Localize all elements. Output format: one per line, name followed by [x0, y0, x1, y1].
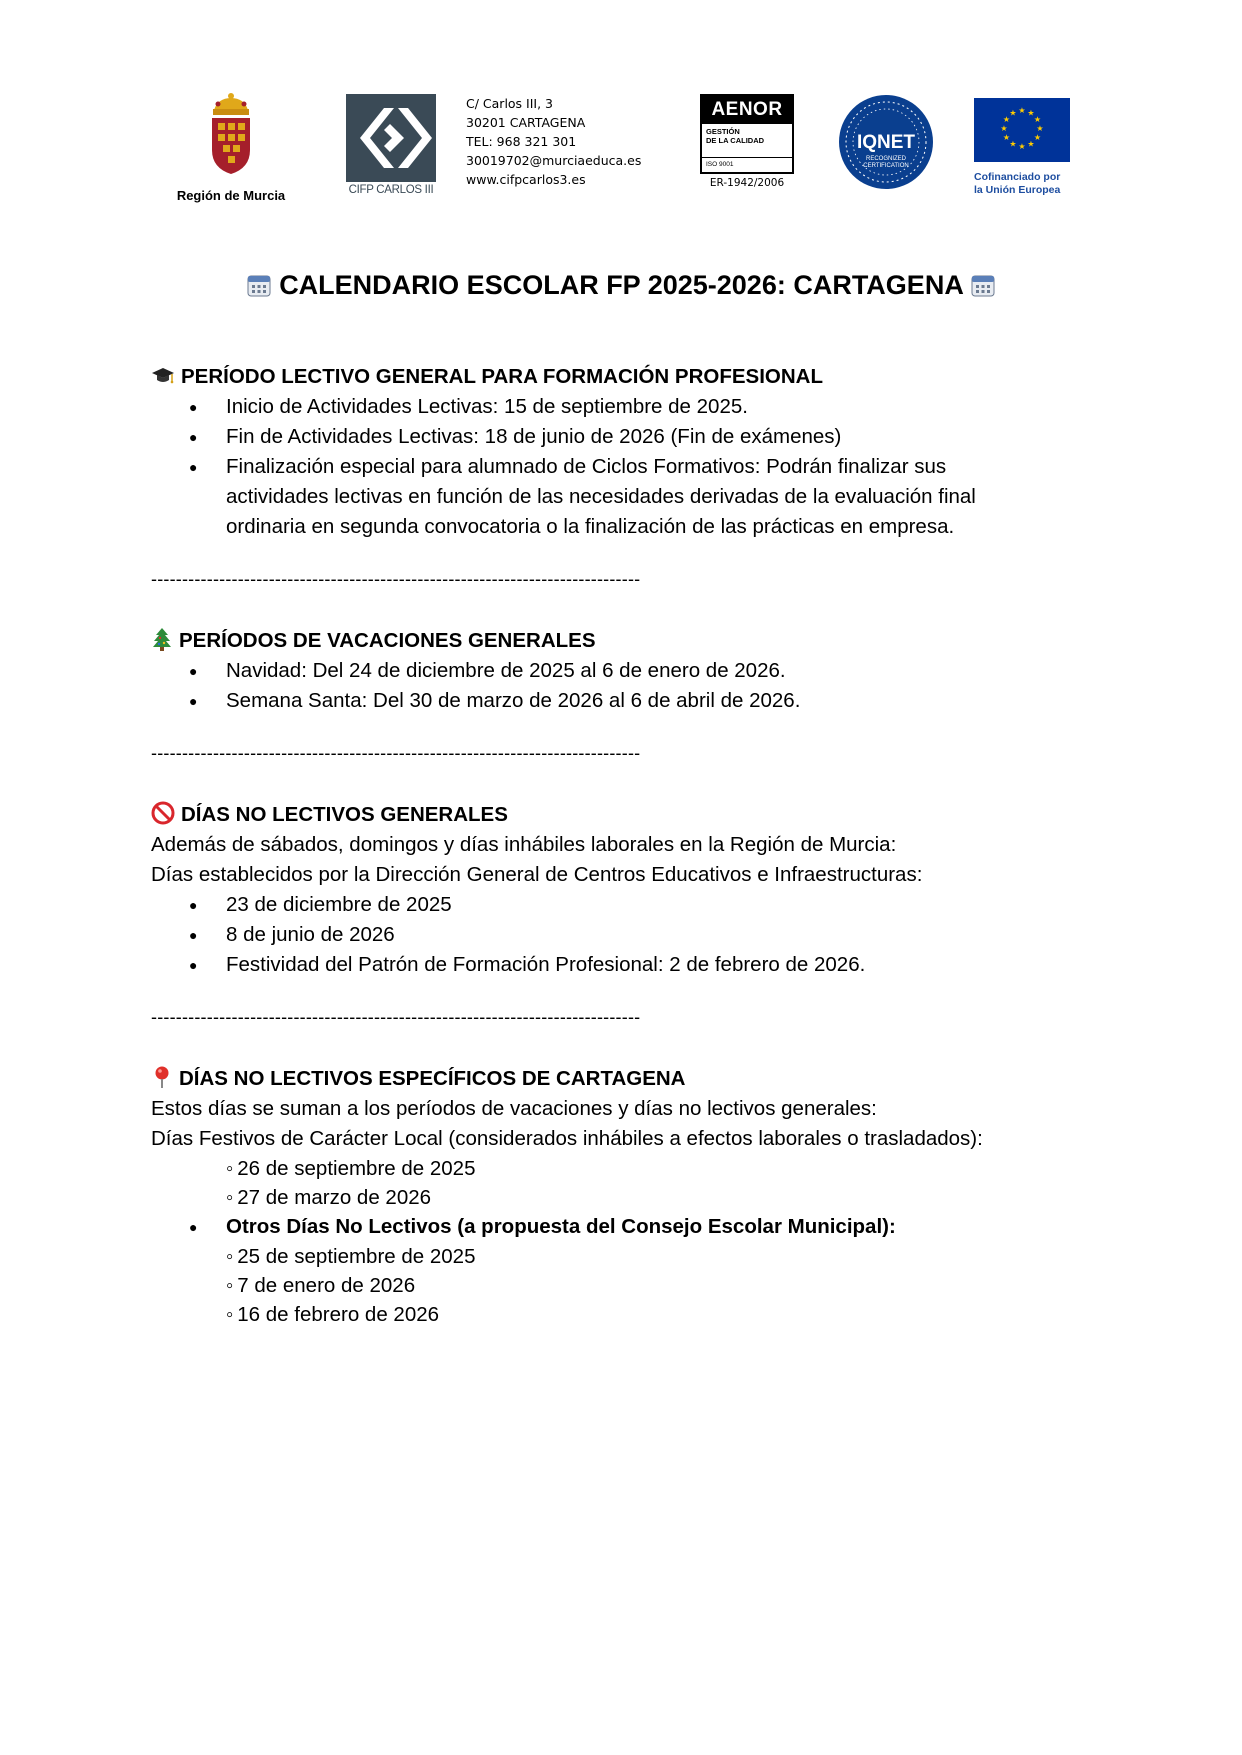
page-title	[0, 270, 1242, 305]
cifp-caption: CIFP CARLOS III	[348, 184, 434, 196]
aenor-brand: AENOR	[702, 96, 792, 124]
aenor-iso: ISO 9001	[706, 161, 734, 168]
otros-dias-item: ◦ 7 de enero de 2026	[226, 1274, 416, 1297]
section-heading-text: PERÍODO LECTIVO GENERAL PARA FORMACIÓN PROFESIONAL	[181, 365, 823, 388]
svg-text:★: ★	[1000, 124, 1008, 133]
svg-text:★: ★	[1033, 133, 1042, 142]
murcia-coat-of-arms-icon	[168, 92, 294, 184]
no-lectivos-intro-2: Días establecidos por la Dirección General de Centros Educativos e Infraestructuras:	[151, 863, 923, 886]
svg-text:★: ★	[1036, 124, 1044, 133]
address-website: www.cifpcarlos3.es	[466, 172, 586, 187]
eu-cofinancing-logo	[974, 98, 1074, 202]
otros-dias-item: ◦ 25 de septiembre de 2025	[226, 1245, 476, 1268]
aenor-line2: DE LA CALIDAD	[706, 136, 765, 145]
local-holiday-item: ◦ 26 de septiembre de 2025	[226, 1157, 476, 1180]
iqnet-line2: CERTIFICATION	[863, 163, 909, 169]
svg-text:★: ★	[1009, 108, 1017, 118]
periodo-list	[151, 392, 1111, 542]
aenor-code: ER-1942/2006	[709, 177, 785, 189]
region-murcia-logo	[168, 92, 294, 210]
school-address	[466, 94, 641, 189]
cifp-carlos-iii-logo	[346, 94, 436, 204]
section-divider: -------------------------------------------------------------------------------	[151, 743, 641, 763]
section-heading-text: DÍAS NO LECTIVOS ESPECÍFICOS DE CARTAGENA	[179, 1067, 686, 1090]
list-item: ● Semana Santa: Del 30 de marzo de 2026 al 6 de abril de 2026.	[189, 689, 801, 712]
iqnet-certification-logo	[838, 94, 934, 190]
list-item: ● Otros Días No Lectivos (a propuesta del Consejo Escolar Municipal):	[189, 1215, 896, 1238]
list-item: ● 8 de junio de 2026	[189, 923, 395, 946]
calendar-content	[151, 362, 1111, 1329]
address-city: 30201 CARTAGENA	[466, 115, 586, 130]
section-heading-no-lectivos	[151, 800, 1111, 830]
list-item: ● Finalización especial para alumnado de Ciclos Formativos: Podrán finalizar sus actividades lectivas en función de las necesidades derivadas de la evaluación final ordinaria en segunda convocatoria o la finalización de las prácticas en empresa.	[189, 455, 976, 538]
cifp-emblem-icon	[346, 94, 436, 182]
svg-text:★: ★	[1027, 108, 1035, 118]
address-street: C/ Carlos III, 3	[466, 96, 554, 111]
address-phone: TEL: 968 321 301	[466, 134, 577, 149]
section-divider: -------------------------------------------------------------------------------	[151, 569, 641, 589]
section-heading-text: DÍAS NO LECTIVOS GENERALES	[181, 803, 508, 826]
calendar-icon	[970, 272, 996, 305]
list-item: ● Navidad: Del 24 de diciembre de 2025 al 6 de enero de 2026.	[189, 659, 786, 682]
region-murcia-caption: Región de Murcia	[176, 188, 286, 203]
svg-text:★: ★	[1009, 139, 1017, 149]
svg-text:★: ★	[1018, 106, 1026, 115]
vacaciones-list	[151, 656, 1111, 716]
list-item: ● Festividad del Patrón de Formación Profesional: 2 de febrero de 2026.	[189, 953, 866, 976]
section-divider: -------------------------------------------------------------------------------	[151, 1007, 641, 1027]
page-title-text: CALENDARIO ESCOLAR FP 2025-2026: CARTAGENA	[279, 270, 963, 300]
eu-flag-icon	[974, 98, 1070, 162]
svg-text:★: ★	[1002, 115, 1011, 124]
list-item: ● Fin de Actividades Lectivas: 18 de junio de 2026 (Fin de exámenes)	[189, 425, 842, 448]
svg-text:★: ★	[1018, 142, 1026, 151]
local-holiday-item: ◦ 27 de marzo de 2026	[226, 1186, 432, 1209]
eu-caption-line1: Cofinanciado por	[974, 171, 1061, 183]
cartagena-intro-2: Días Festivos de Carácter Local (considerados inhábiles a efectos laborales o trasladados):	[151, 1127, 983, 1150]
list-item: ● 23 de diciembre de 2025	[189, 893, 452, 916]
section-heading-cartagena	[151, 1064, 1111, 1094]
aenor-certification-logo	[700, 94, 798, 194]
address-email: 30019702@murciaeduca.es	[466, 153, 642, 168]
otros-dias-item: ◦ 16 de febrero de 2026	[226, 1303, 440, 1326]
svg-text:★: ★	[1002, 133, 1011, 142]
section-heading-vacaciones	[151, 626, 1111, 656]
iqnet-badge-icon	[838, 94, 934, 190]
svg-text:★: ★	[1033, 115, 1042, 124]
svg-text:★: ★	[1027, 139, 1035, 149]
no-lectivos-list	[151, 890, 1111, 980]
letterhead	[0, 0, 1242, 215]
iqnet-brand: IQNET	[856, 132, 916, 153]
section-heading-periodo	[151, 362, 1111, 392]
aenor-line1: GESTIÓN	[706, 127, 740, 136]
cartagena-intro-1: Estos días se suman a los períodos de vacaciones y días no lectivos generales:	[151, 1097, 877, 1120]
list-item: ● Inicio de Actividades Lectivas: 15 de septiembre de 2025.	[189, 395, 748, 418]
eu-caption-line2: la Unión Europea	[974, 184, 1061, 196]
no-lectivos-intro-1: Además de sábados, domingos y días inhábiles laborales en la Región de Murcia:	[151, 833, 897, 856]
iqnet-line1: RECOGNIZED	[865, 156, 907, 162]
section-heading-text: PERÍODOS DE VACACIONES GENERALES	[179, 629, 596, 652]
otros-dias-list	[151, 1212, 1111, 1242]
calendar-icon	[246, 272, 272, 305]
